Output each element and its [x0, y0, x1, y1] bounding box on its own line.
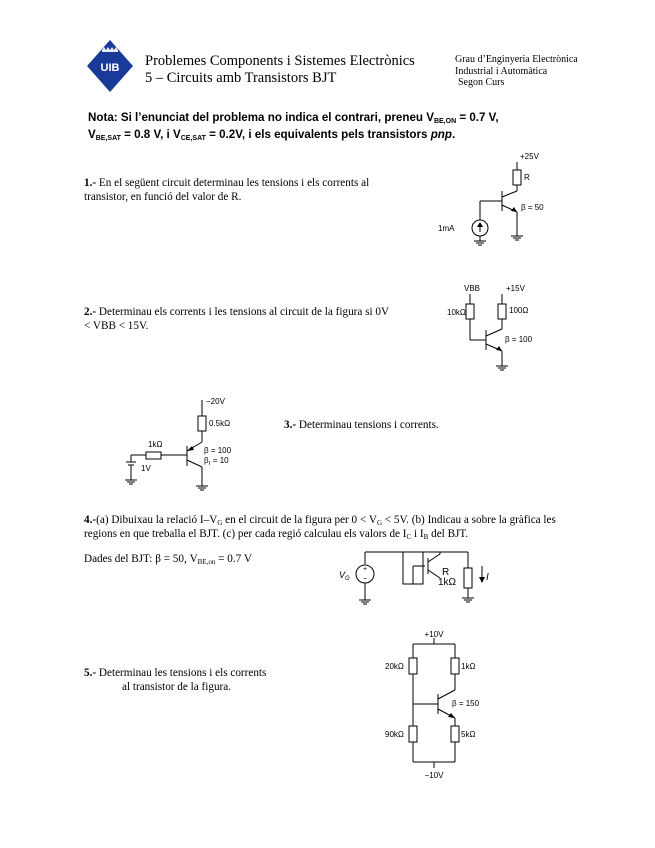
problem-4-data: Dades del BJT: β = 50, $V_{BE,on} = 0.7$ V — [84, 553, 252, 566]
svg-text:+10V: +10V — [424, 630, 444, 639]
svg-text:+25V: +25V — [520, 152, 539, 161]
circuit-3-diagram — [115, 390, 275, 495]
svg-text:1kΩ: 1kΩ — [148, 440, 163, 449]
problem-1: 1.- En el següent circuit determinau les tensions i els corrents al transistor, en funció del valor de R. — [84, 177, 370, 203]
svg-text:1mA: 1mA — [438, 224, 455, 233]
svg-text:1V: 1V — [141, 464, 151, 473]
svg-text:β = 50: β = 50 — [521, 203, 544, 212]
assumptions-note: Nota: Si l’enunciat del problema no indica el contrari, preneu $V_{BE,ON} = 0.7$ V, $V_{BE,SAT} = 0.8$ V, i $V_{CE,SAT} = 0.2V$, i els equivalents pels transistors pnp. — [88, 111, 499, 142]
circuit-5-diagram — [380, 630, 510, 785]
svg-text:1kΩ: 1kΩ — [461, 662, 476, 671]
svg-text:20kΩ: 20kΩ — [385, 662, 404, 671]
svg-text:β = 100: β = 100 — [204, 446, 232, 455]
svg-text:UIB: UIB — [100, 62, 120, 74]
svg-text:−: − — [362, 576, 368, 583]
svg-text:β = 100: β = 100 — [505, 335, 533, 344]
problem-3: 3.- Determinau tensions i corrents. — [284, 419, 439, 431]
svg-text:β = 150: β = 150 — [452, 699, 480, 708]
svg-text:5kΩ: 5kΩ — [461, 730, 476, 739]
svg-text:10kΩ: 10kΩ — [447, 308, 466, 317]
svg-text:0.5kΩ: 0.5kΩ — [209, 419, 231, 428]
problem-5: 5.- Determinau les tensions i els corrents al transistor de la figura. — [84, 667, 267, 693]
circuit-4-diagram — [330, 540, 510, 615]
uib-logo — [85, 38, 135, 94]
svg-text:90kΩ: 90kΩ — [385, 730, 404, 739]
resistor-r — [513, 170, 521, 185]
problem-2: 2.- Determinau els corrents i les tensions al circuit de la figura si 0V < VBB < 15V. — [84, 306, 389, 332]
svg-text:R: R — [524, 173, 530, 182]
circuit-1-diagram — [430, 148, 550, 248]
svg-text:−10V: −10V — [424, 771, 444, 780]
svg-text:VBB: VBB — [464, 284, 481, 293]
svg-text:βr = 10: $\beta_r = 10$ — [204, 456, 229, 467]
svg-text:100Ω: 100Ω — [509, 306, 529, 315]
course-info: Grau d’Enginyeria Electrònica Industrial i Automàtica Segon Curs — [455, 54, 578, 88]
svg-text:−20V: −20V — [206, 397, 225, 406]
svg-text:VG: $V_G$ — [339, 570, 350, 582]
svg-text:R: R — [442, 567, 450, 578]
svg-text:+: + — [362, 566, 368, 573]
circuit-2-diagram — [440, 280, 550, 380]
svg-text:+15V: +15V — [506, 284, 525, 293]
document-title: Problemes Components i Sistemes Electrònics 5 – Circuits amb Transistors BJT — [145, 53, 415, 86]
svg-text:1kΩ: 1kΩ — [438, 577, 457, 588]
problem-4: 4.-(a) Dibuixau la relació $I-V_G$ en el circuit de la figura per $0 < V_G < 5V$. (b) Indicau a sobre la gràfica les regions en que treballa el BJT. (c) per cada regió calculau els valors de $I_C$ i $I_B$ del BJT. — [84, 514, 556, 541]
svg-text:I: I — [486, 572, 489, 583]
